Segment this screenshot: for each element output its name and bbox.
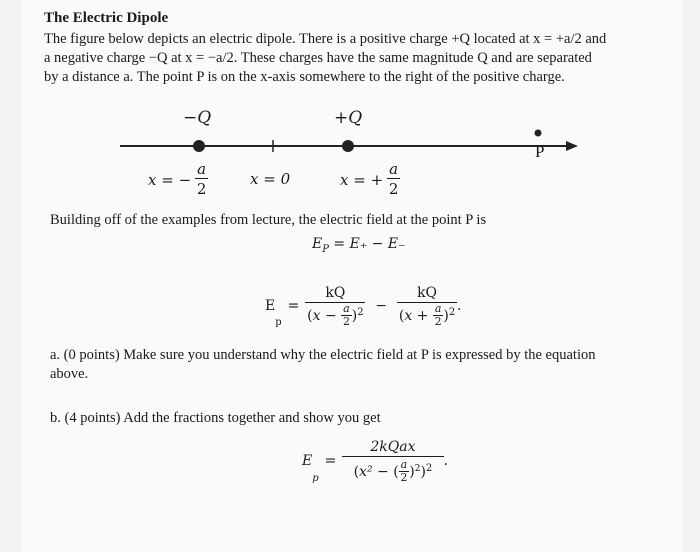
positive-charge-dot	[342, 140, 354, 152]
x-neg-position-label	[148, 160, 208, 199]
eq2-num-1: kQ	[305, 284, 365, 303]
point-p-label: P	[535, 142, 545, 161]
eq2-fraction-2	[397, 284, 457, 328]
intro-line-1: The figure below depicts an electric dipole. There is a positive charge +Q located at x = +a/2 and	[44, 31, 607, 47]
eq2-minus: −	[375, 298, 388, 314]
equation-target-result	[302, 438, 448, 484]
eq2-den1-2: 2	[342, 315, 350, 328]
eq2-num-2: kQ	[397, 284, 457, 303]
eq2-den1-a: a	[343, 302, 350, 315]
eq3-equals: =	[324, 453, 337, 469]
eq3-lhs: E	[302, 453, 313, 469]
eq3-numerator: 2kQax	[342, 438, 443, 457]
eq2-period: .	[457, 298, 462, 314]
eq1-lhs: E	[312, 236, 323, 252]
part-a-line-1: a. (0 points) Make sure you understand why the electric field at P is expressed by the equation	[50, 347, 596, 363]
negative-charge-label: −Q	[183, 108, 212, 128]
x-axis-arrow	[566, 141, 578, 151]
intro-paragraph	[44, 30, 664, 87]
eq3-inner-sq: 2	[414, 464, 421, 474]
part-a-text	[50, 346, 670, 384]
equation-field-difference	[312, 236, 405, 255]
x-neg-fraction	[195, 160, 208, 199]
eq2-equals: =	[287, 298, 300, 314]
eq3-fraction	[342, 438, 443, 484]
eq3-lhs-sub: p	[312, 473, 319, 484]
eq2-den1-inner-frac	[341, 303, 352, 328]
worksheet-page	[22, 0, 682, 552]
eq3-x-squared: x²	[359, 463, 373, 480]
eq3-outer-sq: 2	[425, 463, 433, 474]
eq2-lhs-sub: p	[275, 317, 282, 328]
eq3-inner-2: 2	[400, 471, 408, 484]
building-text: Building off of the examples from lecture, the electric field at the point P is	[50, 212, 487, 228]
eq3-den-minus: −	[377, 463, 389, 480]
x-pos-frac-num: a	[389, 160, 399, 178]
eq2-den2-x: x	[404, 307, 413, 324]
eq2-den1-x: x	[312, 307, 321, 324]
x-pos-position-label	[340, 160, 400, 199]
eq2-lhs: E	[265, 298, 276, 314]
x-pos-text: x = +	[340, 170, 384, 189]
x-neg-frac-num: a	[197, 160, 207, 178]
eq1-lhs-sub: P	[322, 243, 329, 255]
eq2-den1-sq: 2	[357, 307, 364, 318]
eq3-period: .	[443, 453, 448, 469]
eq3-inner-frac	[399, 459, 410, 484]
eq2-den2-2: 2	[434, 315, 442, 328]
eq3-inner-a: a	[400, 458, 408, 471]
eq2-fraction-1	[305, 284, 365, 328]
x-pos-fraction	[387, 160, 400, 199]
eq2-den2-a: a	[434, 302, 442, 315]
eq2-den-2: ( x + $\frac{a}{2}$ ) 2	[398, 302, 456, 328]
eq2-den2-sq: 2	[448, 307, 456, 318]
eq1-rhs: = E₊ − E₋	[333, 236, 406, 252]
part-b-text: b. (4 points) Add the fractions together and show you get	[50, 410, 381, 426]
x-pos-frac-den: 2	[388, 180, 399, 198]
intro-line-2: a negative charge −Q at x = −a/2. These charges have the same magnitude Q and are separated	[44, 50, 592, 66]
intro-line-3: by a distance a. The point P is on the x-axis somewhere to the right of the positive charge.	[44, 69, 565, 85]
dipole-figure	[22, 100, 682, 210]
equation-field-expression	[265, 284, 462, 328]
negative-charge-dot	[193, 140, 205, 152]
x-neg-frac-den: 2	[196, 180, 207, 198]
eq2-den-1: ( x − $\frac{a}{2}$ ) 2	[307, 302, 364, 328]
positive-charge-label: +Q	[334, 108, 363, 128]
x-zero-position-label: x = 0	[250, 170, 291, 188]
part-a-line-2: above.	[50, 366, 89, 382]
x-neg-text: x = −	[148, 170, 192, 189]
eq2-den2-inner-frac	[433, 303, 444, 328]
page-title: The Electric Dipole	[44, 10, 169, 26]
point-p-dot	[535, 130, 542, 137]
eq3-denominator: ( x² − ( $\frac{a}{2}$ ) 2 ) 2	[353, 458, 433, 484]
